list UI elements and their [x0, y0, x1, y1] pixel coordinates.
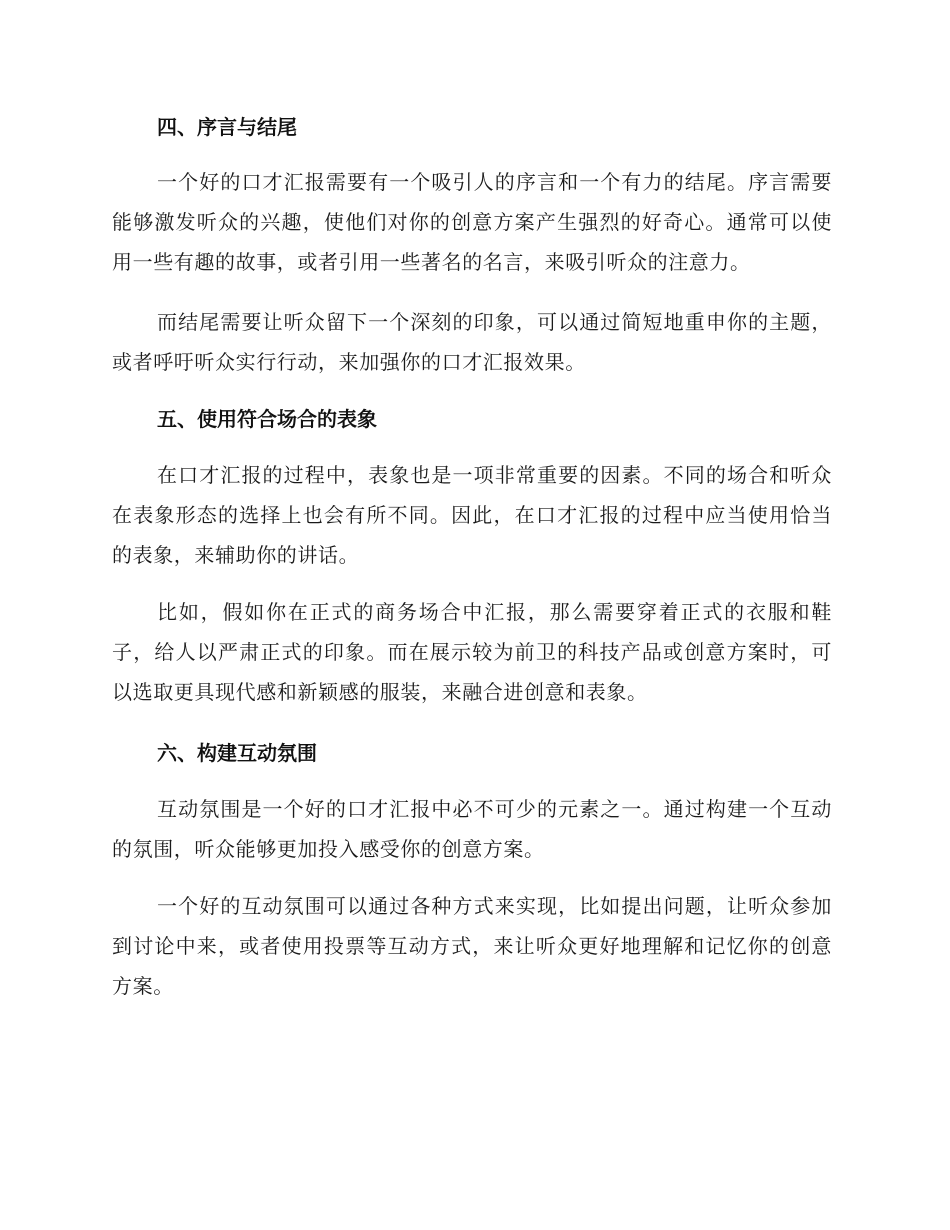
- paragraph: 一个好的口才汇报需要有一个吸引人的序言和一个有力的结尾。序言需要能够激发听众的兴趣，使他们对你的创意方案产生强烈的好奇心。通常可以使用一些有趣的故事，或者引用一些著名的名言，来吸引听众的注意力。: [112, 170, 832, 274]
- section-heading-5: 五、使用符合场合的表象: [157, 407, 377, 431]
- paragraph: 比如，假如你在正式的商务场合中汇报，那么需要穿着正式的衣服和鞋子，给人以严肃正式的印象。而在展示较为前卫的科技产品或创意方案时，可以选取更具现代感和新颖感的服装，来融合进创意和表象。: [112, 600, 832, 704]
- paragraph: 而结尾需要让听众留下一个深刻的印象，可以通过简短地重申你的主题，或者呼吁听众实行行动，来加强你的口才汇报效果。: [112, 310, 832, 374]
- section-heading-6: 六、构建互动氛围: [157, 741, 317, 765]
- section-heading-4: 四、序言与结尾: [157, 115, 297, 139]
- paragraph: 一个好的互动氛围可以通过各种方式来实现，比如提出问题，让听众参加到讨论中来，或者使用投票等互动方式，来让听众更好地理解和记忆你的创意方案。: [112, 894, 832, 998]
- paragraph: 互动氛围是一个好的口才汇报中必不可少的元素之一。通过构建一个互动的氛围，听众能够更加投入感受你的创意方案。: [112, 797, 832, 861]
- paragraph: 在口才汇报的过程中，表象也是一项非常重要的因素。不同的场合和听众在表象形态的选择上也会有所不同。因此，在口才汇报的过程中应当使用恰当的表象，来辅助你的讲话。: [112, 463, 832, 567]
